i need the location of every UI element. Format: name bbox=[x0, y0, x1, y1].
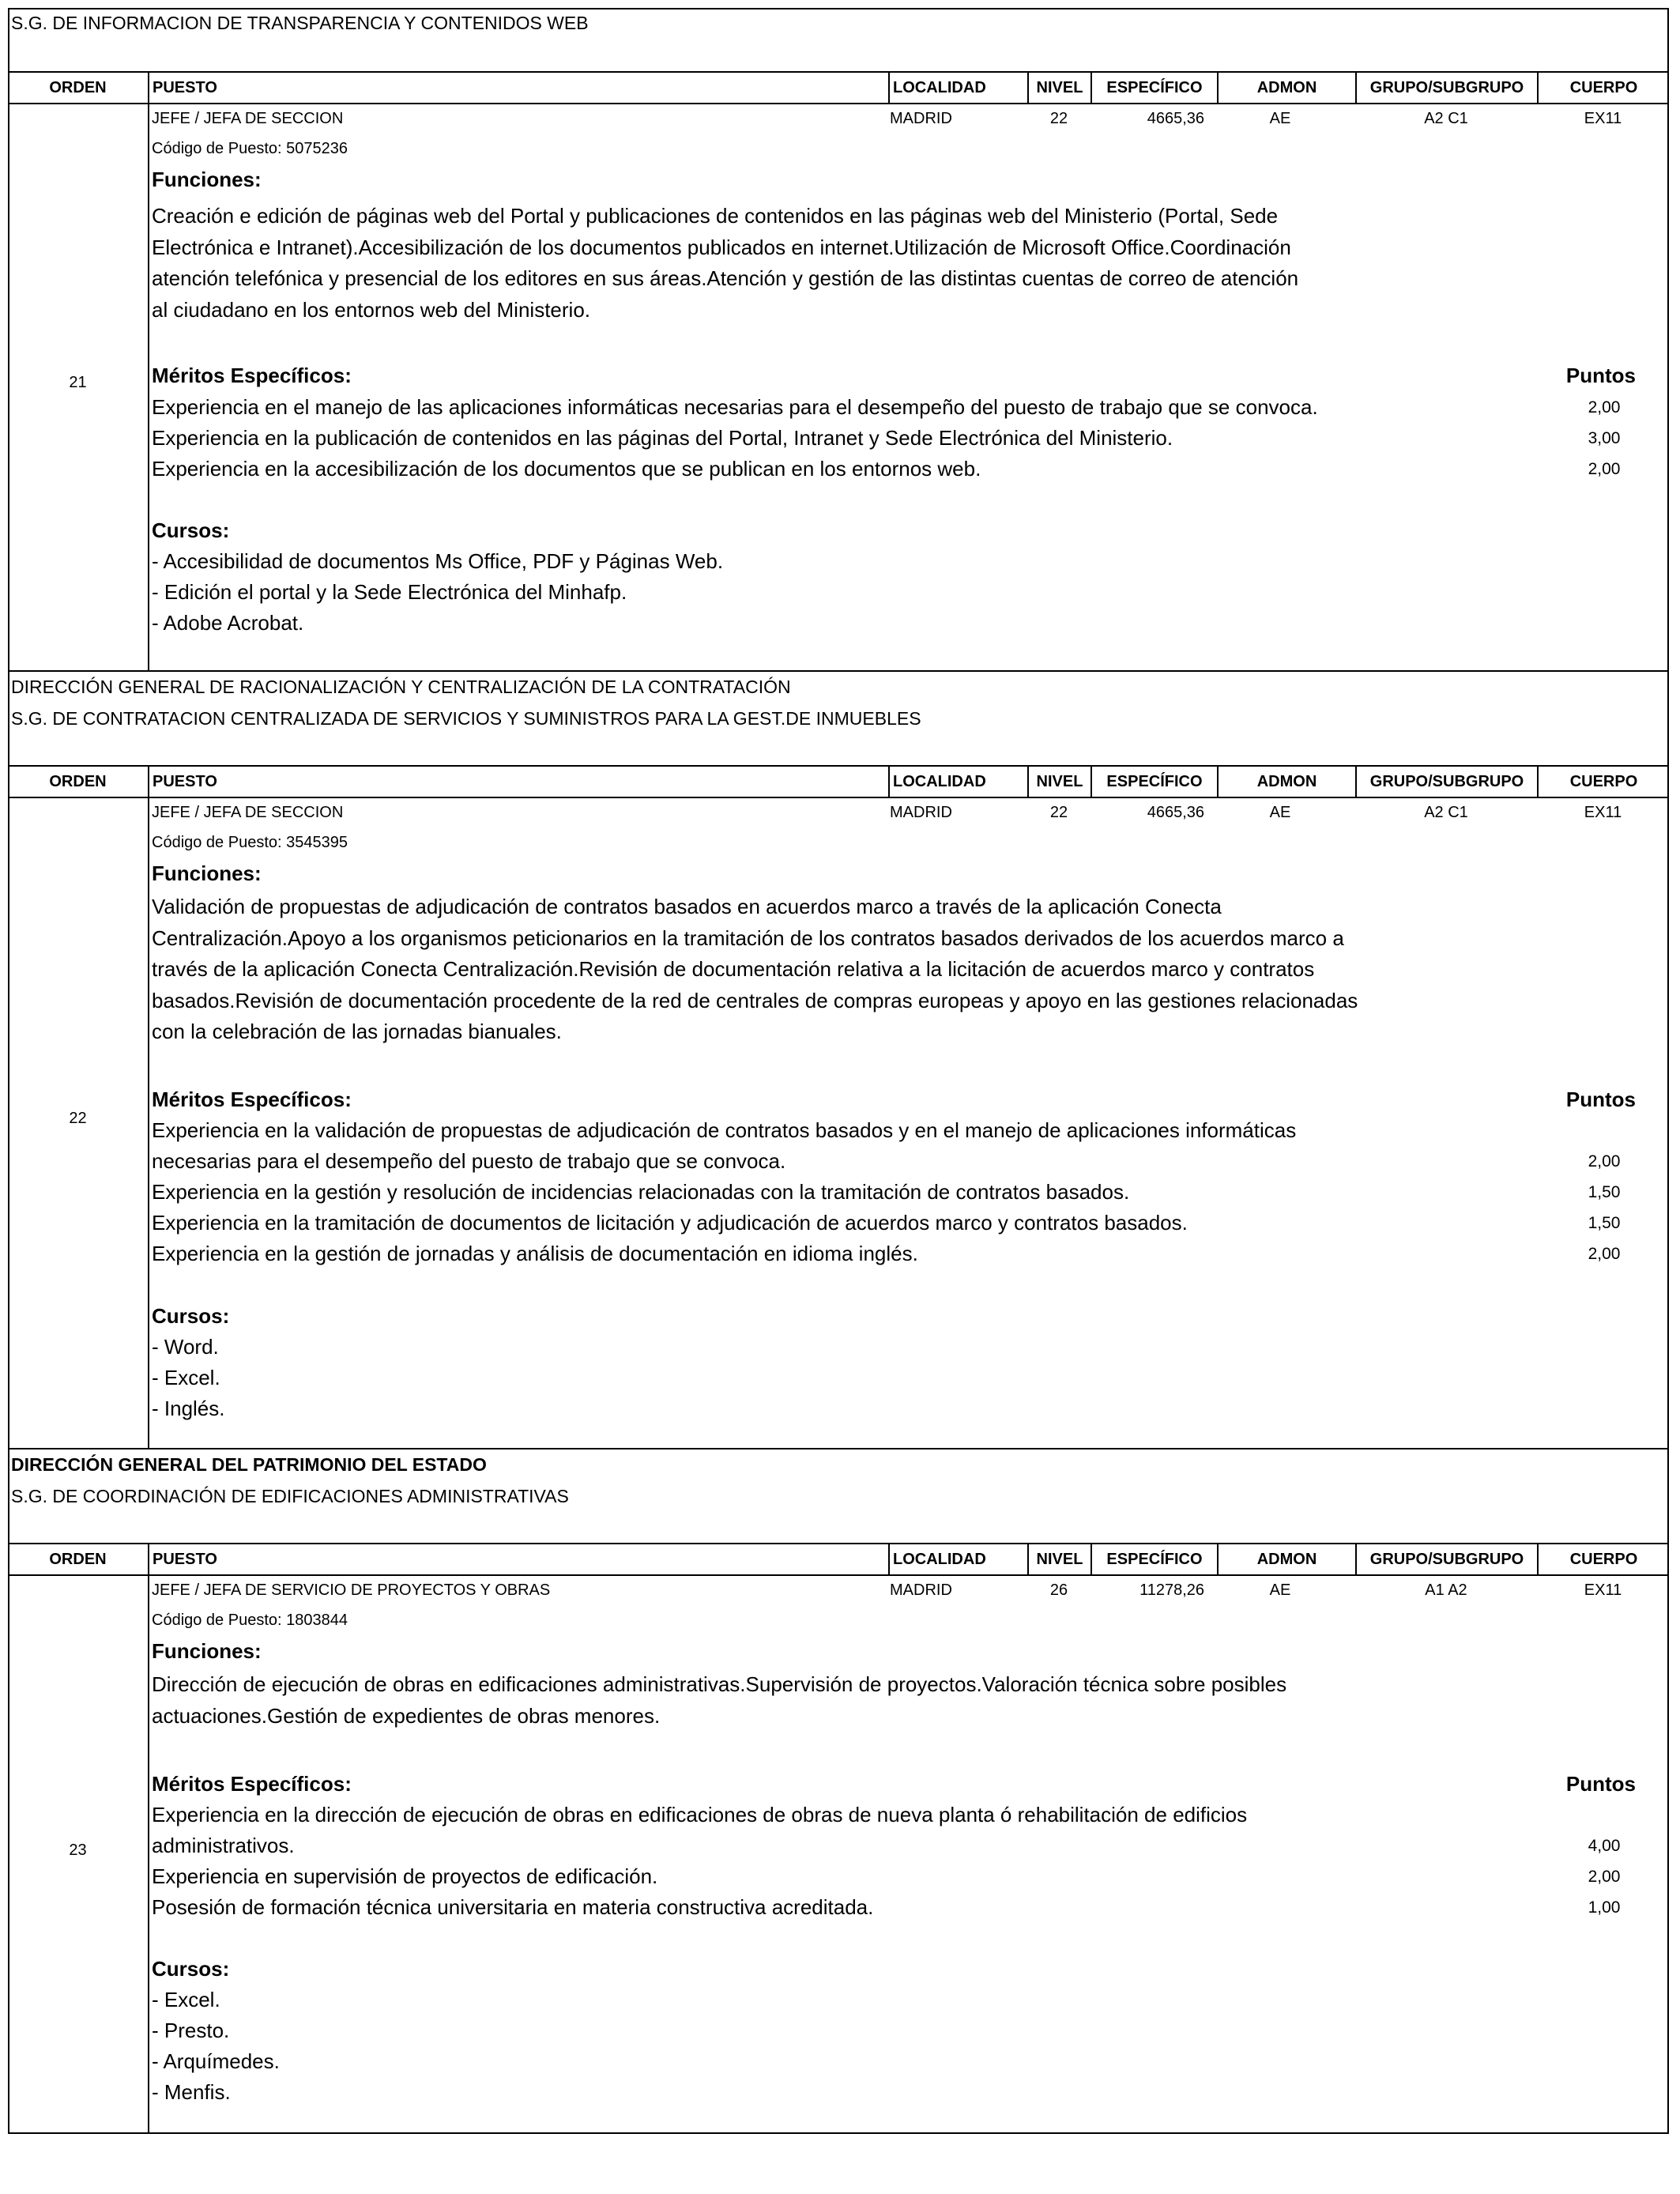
curso-item: - Excel. bbox=[152, 1988, 220, 2011]
funciones-text bbox=[152, 1669, 1384, 1732]
col-localidad: LOCALIDAD bbox=[888, 767, 1027, 797]
funciones-line: Electrónica e Intranet).Accesibilización de los documentos publicados en internet.Utilización de Microsoft Office.Coordinación bbox=[152, 235, 1291, 259]
col-grupo: GRUPO/SUBGRUPO bbox=[1355, 1544, 1537, 1574]
puesto-value: JEFE / JEFA DE SECCION bbox=[152, 110, 344, 127]
section-heading: S.G. DE INFORMACION DE TRANSPARENCIA Y CONTENIDOS WEB bbox=[11, 13, 589, 33]
col-localidad: LOCALIDAD bbox=[888, 1544, 1027, 1574]
curso-item: - Accesibilidad de documentos Ms Office, PDF y Páginas Web. bbox=[152, 549, 724, 573]
column-header-row bbox=[8, 765, 1669, 798]
grupo-value: A2 C1 bbox=[1424, 804, 1468, 821]
nivel-value: 26 bbox=[1049, 1581, 1068, 1599]
curso-item: - Presto. bbox=[152, 2019, 230, 2042]
merito-line: Experiencia en la gestión de jornadas y análisis de documentación en idioma inglés. bbox=[152, 1242, 918, 1265]
col-grupo: GRUPO/SUBGRUPO bbox=[1355, 73, 1537, 103]
orden-value: 21 bbox=[69, 374, 87, 391]
cursos-heading: Cursos: bbox=[152, 518, 230, 542]
codigo-puesto: Código de Puesto: 3545395 bbox=[152, 834, 348, 851]
merito-puntos: 1,50 bbox=[1588, 1183, 1621, 1201]
col-especifico: ESPECÍFICO bbox=[1090, 767, 1217, 797]
funciones-line: atención telefónica y presencial de los editores en sus áreas.Atención y gestión de las distintas cuentas de correo de atención bbox=[152, 266, 1299, 290]
admon-value: AE bbox=[1269, 804, 1291, 821]
merito-line: Experiencia en supervisión de proyectos de edificación. bbox=[152, 1864, 658, 1888]
funciones-line: través de la aplicación Conecta Centralización.Revisión de documentación relativa a la licitación de acuerdos marco y contratos bbox=[152, 957, 1315, 981]
funciones-line: actuaciones.Gestión de expedientes de obras menores. bbox=[152, 1703, 661, 1728]
post-row bbox=[8, 101, 1669, 672]
merito-line: Posesión de formación técnica universitaria en materia constructiva acreditada. bbox=[152, 1895, 874, 1919]
merito-puntos: 1,50 bbox=[1588, 1214, 1621, 1232]
funciones-line: Dirección de ejecución de obras en edificaciones administrativas.Supervisión de proyectos.Valoración técnica sobre posibles bbox=[152, 1672, 1287, 1696]
curso-item: - Menfis. bbox=[152, 2080, 231, 2104]
especifico-value: 4665,36 bbox=[1147, 804, 1204, 821]
section-subheading: S.G. DE CONTRATACION CENTRALIZADA DE SERVICIOS Y SUMINISTROS PARA LA GEST.DE INMUEBLES bbox=[11, 708, 921, 729]
meritos-heading: Méritos Específicos: bbox=[152, 1088, 352, 1111]
funciones-heading: Funciones: bbox=[152, 861, 262, 885]
post-row bbox=[8, 1573, 1669, 2134]
section-subheading: S.G. DE COORDINACIÓN DE EDIFICACIONES ADMINISTRATIVAS bbox=[11, 1486, 569, 1506]
especifico-value: 4665,36 bbox=[1147, 110, 1204, 127]
puesto-value: JEFE / JEFA DE SERVICIO DE PROYECTOS Y OBRAS bbox=[152, 1581, 551, 1599]
puntos-heading: Puntos bbox=[1565, 364, 1636, 387]
col-nivel: NIVEL bbox=[1027, 1544, 1090, 1574]
merito-line: Experiencia en la tramitación de documentos de licitación y adjudicación de acuerdos marco y contratos basados. bbox=[152, 1211, 1188, 1235]
col-admon: ADMON bbox=[1217, 767, 1355, 797]
merito-line: Experiencia en la validación de propuestas de adjudicación de contratos basados y en el manejo de aplicaciones informáticas bbox=[152, 1118, 1297, 1142]
localidad-value: MADRID bbox=[890, 110, 952, 127]
merito-line: necesarias para el desempeño del puesto de trabajo que se convoca. bbox=[152, 1149, 786, 1173]
localidad-value: MADRID bbox=[890, 1581, 952, 1599]
col-cuerpo: CUERPO bbox=[1537, 73, 1669, 103]
column-divider bbox=[148, 101, 149, 672]
nivel-value: 22 bbox=[1049, 110, 1068, 127]
col-especifico: ESPECÍFICO bbox=[1090, 73, 1217, 103]
section-heading: DIRECCIÓN GENERAL DEL PATRIMONIO DEL ESTADO bbox=[11, 1454, 487, 1475]
merito-puntos: 1,00 bbox=[1588, 1898, 1621, 1917]
funciones-line: al ciudadano en los entornos web del Ministerio. bbox=[152, 297, 591, 322]
column-divider bbox=[148, 795, 149, 1448]
puntos-heading: Puntos bbox=[1565, 1088, 1636, 1111]
funciones-line: con la celebración de las jornadas bianuales. bbox=[152, 1020, 562, 1043]
codigo-puesto: Código de Puesto: 5075236 bbox=[152, 140, 348, 157]
funciones-text bbox=[152, 892, 1384, 1048]
funciones-line: basados.Revisión de documentación procedente de la red de centrales de compras europeas y apoyo en las gestiones relacionadas bbox=[152, 988, 1358, 1012]
section-2 bbox=[8, 672, 1669, 1449]
grupo-value: A2 C1 bbox=[1424, 110, 1468, 127]
col-nivel: NIVEL bbox=[1027, 767, 1090, 797]
cuerpo-value: EX11 bbox=[1584, 804, 1622, 821]
especifico-value: 11278,26 bbox=[1139, 1581, 1204, 1599]
col-admon: ADMON bbox=[1217, 73, 1355, 103]
column-header-row bbox=[8, 1543, 1669, 1576]
funciones-heading: Funciones: bbox=[152, 168, 262, 191]
curso-item: - Edición el portal y la Sede Electrónica del Minhafp. bbox=[152, 580, 627, 604]
meritos-heading: Méritos Específicos: bbox=[152, 1772, 352, 1796]
merito-puntos: 2,00 bbox=[1588, 398, 1621, 417]
funciones-line: Validación de propuestas de adjudicación de contratos basados en acuerdos marco a través de la aplicación Conecta bbox=[152, 895, 1222, 918]
col-nivel: NIVEL bbox=[1027, 73, 1090, 103]
merito-line: Experiencia en la dirección de ejecución de obras en edificaciones de obras de nueva planta ó rehabilitación de edificios bbox=[152, 1803, 1248, 1826]
meritos-heading: Méritos Específicos: bbox=[152, 364, 352, 387]
cuerpo-value: EX11 bbox=[1584, 110, 1622, 127]
funciones-text bbox=[152, 201, 1384, 326]
col-especifico: ESPECÍFICO bbox=[1090, 1544, 1217, 1574]
section-3 bbox=[8, 1449, 1669, 2134]
merito-line: Experiencia en la gestión y resolución de incidencias relacionadas con la tramitación de contratos basados. bbox=[152, 1180, 1130, 1204]
curso-item: - Inglés. bbox=[152, 1397, 225, 1420]
col-orden: ORDEN bbox=[49, 773, 107, 790]
merito-puntos: 2,00 bbox=[1588, 460, 1621, 478]
post-row bbox=[8, 795, 1669, 1448]
merito-puntos: 2,00 bbox=[1588, 1245, 1621, 1263]
curso-item: - Word. bbox=[152, 1335, 219, 1359]
admon-value: AE bbox=[1269, 1581, 1291, 1599]
orden-value: 22 bbox=[69, 1110, 87, 1127]
codigo-puesto: Código de Puesto: 1803844 bbox=[152, 1612, 348, 1629]
cursos-heading: Cursos: bbox=[152, 1304, 230, 1328]
merito-line: Experiencia en la publicación de contenidos en las páginas del Portal, Intranet y Sede Electrónica del Ministerio. bbox=[152, 426, 1173, 450]
col-orden: ORDEN bbox=[49, 1551, 107, 1568]
curso-item: - Excel. bbox=[152, 1366, 220, 1389]
merito-line: Experiencia en la accesibilización de los documentos que se publican en los entornos web. bbox=[152, 457, 981, 481]
grupo-value: A1 A2 bbox=[1425, 1581, 1467, 1599]
merito-line: Experiencia en el manejo de las aplicaciones informáticas necesarias para el desempeño del puesto de trabajo que se convoca. bbox=[152, 395, 1318, 419]
section-heading: DIRECCIÓN GENERAL DE RACIONALIZACIÓN Y CENTRALIZACIÓN DE LA CONTRATACIÓN bbox=[11, 677, 791, 697]
col-orden: ORDEN bbox=[49, 79, 107, 96]
col-cuerpo: CUERPO bbox=[1537, 1544, 1669, 1574]
col-puesto: PUESTO bbox=[148, 1544, 888, 1574]
col-puesto: PUESTO bbox=[148, 73, 888, 103]
merito-line: administrativos. bbox=[152, 1834, 295, 1857]
merito-puntos: 2,00 bbox=[1588, 1868, 1621, 1886]
nivel-value: 22 bbox=[1049, 804, 1068, 821]
funciones-line: Centralización.Apoyo a los organismos peticionarios en la tramitación de los contratos basados derivados de los acuerdos marco a bbox=[152, 925, 1344, 950]
merito-puntos: 4,00 bbox=[1588, 1837, 1621, 1855]
merito-puntos: 3,00 bbox=[1588, 429, 1621, 447]
funciones-heading: Funciones: bbox=[152, 1639, 262, 1663]
col-grupo: GRUPO/SUBGRUPO bbox=[1355, 767, 1537, 797]
col-cuerpo: CUERPO bbox=[1537, 767, 1669, 797]
curso-item: - Adobe Acrobat. bbox=[152, 611, 304, 635]
col-localidad: LOCALIDAD bbox=[888, 73, 1027, 103]
admon-value: AE bbox=[1269, 110, 1291, 127]
puesto-value: JEFE / JEFA DE SECCION bbox=[152, 804, 344, 821]
column-divider bbox=[148, 1573, 149, 2134]
col-puesto: PUESTO bbox=[148, 767, 888, 797]
merito-puntos: 2,00 bbox=[1588, 1152, 1621, 1171]
col-admon: ADMON bbox=[1217, 1544, 1355, 1574]
funciones-line: Creación e edición de páginas web del Portal y publicaciones de contenidos en las páginas web del Ministerio (Portal, Sede bbox=[152, 204, 1279, 228]
document-frame bbox=[8, 8, 1669, 2134]
column-header-row bbox=[8, 71, 1669, 104]
orden-value: 23 bbox=[69, 1842, 87, 1859]
puntos-heading: Puntos bbox=[1565, 1772, 1636, 1796]
section-1 bbox=[8, 8, 1669, 672]
curso-item: - Arquímedes. bbox=[152, 2049, 280, 2073]
localidad-value: MADRID bbox=[890, 804, 952, 821]
cursos-heading: Cursos: bbox=[152, 1957, 230, 1981]
cuerpo-value: EX11 bbox=[1584, 1581, 1622, 1599]
